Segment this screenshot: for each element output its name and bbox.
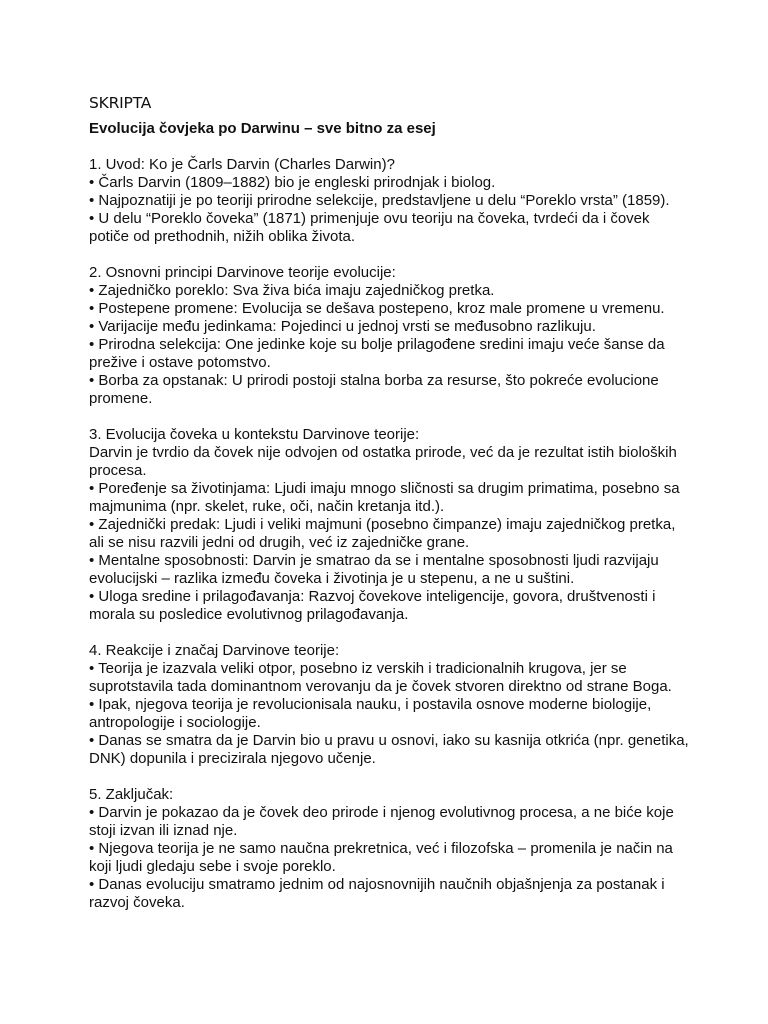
bullet-item: • Postepene promene: Evolucija se dešava postepeno, kroz male promene u vremenu.	[89, 300, 665, 317]
section-uvod	[89, 156, 689, 246]
document-title: SKRIPTA	[89, 94, 152, 112]
section-heading: 5. Zaključak:	[89, 786, 174, 803]
bullet-item: • Danas se smatra da je Darvin bio u pravu u osnovi, iako su kasnija otkrića (npr. genetika, DNK) dopunila i precizirala njegovo učenje.	[89, 732, 689, 767]
bullet-item: • Zajedničko poreklo: Sva živa bića imaju zajedničkog pretka.	[89, 282, 495, 299]
section-heading: 4. Reakcije i značaj Darvinove teorije:	[89, 642, 340, 659]
bullet-item: • Čarls Darvin (1809–1882) bio je engleski prirodnjak i biolog.	[89, 174, 496, 191]
bullet-item: • Njegova teorija je ne samo naučna prekretnica, već i filozofska – promenila je način na koji ljudi gledaju sebe i svoje poreklo.	[89, 840, 673, 875]
section-reakcije	[89, 642, 689, 768]
bullet-item: • Zajednički predak: Ljudi i veliki majmuni (posebno čimpanze) imaju zajedničkog pretka, ali se nisu razvili jedni od drugih, već iz zajedničke grane.	[89, 516, 676, 551]
bullet-item: • Teorija je izazvala veliki otpor, posebno iz verskih i tradicionalnih krugova, jer se suprotstavila tada dominantnom verovanju da je čovek stvoren direktno od strane Boga.	[89, 660, 672, 695]
bullet-item: • Varijacije među jedinkama: Pojedinci u jednoj vrsti se međusobno razlikuju.	[89, 318, 596, 335]
section-osnovni-principi	[89, 264, 689, 408]
section-heading: 3. Evolucija čoveka u kontekstu Darvinove teorije:	[89, 426, 420, 443]
section-heading: 2. Osnovni principi Darvinove teorije evolucije:	[89, 264, 396, 281]
bullet-item: • Borba za opstanak: U prirodi postoji stalna borba za resurse, što pokreće evolucione promene.	[89, 372, 659, 407]
bullet-item: • Darvin je pokazao da je čovek deo prirode i njenog evolutivnog procesa, a ne biće koje stoji izvan ili iznad nje.	[89, 804, 674, 839]
bullet-item: • Danas evoluciju smatramo jednim od najosnovnijih naučnih objašnjenja za postanak i razvoj čoveka.	[89, 876, 665, 911]
bullet-item: • Prirodna selekcija: One jedinke koje su bolje prilagođene sredini imaju veće šanse da prežive i ostave potomstvo.	[89, 336, 665, 371]
bullet-item: • Mentalne sposobnosti: Darvin je smatrao da se i mentalne sposobnosti ljudi razvijaju evolucijski – razlika između čoveka i životinja je u stepenu, a ne u suštini.	[89, 552, 659, 587]
section-intro: Darvin je tvrdio da čovek nije odvojen od ostatka prirode, već da je rezultat istih bioloških procesa.	[89, 444, 677, 479]
bullet-item: • Ipak, njegova teorija je revolucionisala nauku, i postavila osnove moderne biologije, antropologije i sociologije.	[89, 696, 652, 731]
section-heading: 1. Uvod: Ko je Čarls Darvin (Charles Darwin)?	[89, 156, 395, 173]
bullet-item: • Najpoznatiji je po teoriji prirodne selekcije, predstavljene u delu “Poreklo vrsta” (1859).	[89, 192, 670, 209]
document-subtitle: Evolucija čovjeka po Darwinu – sve bitno za esej	[89, 120, 436, 137]
bullet-item: • Poređenje sa životinjama: Ljudi imaju mnogo sličnosti sa drugim primatima, posebno sa majmunima (npr. skelet, ruke, oči, način kretanja itd.).	[89, 480, 680, 515]
section-evolucija-coveka	[89, 426, 689, 624]
document-page	[89, 93, 689, 930]
bullet-item: • Uloga sredine i prilagođavanja: Razvoj čovekove inteligencije, govora, društvenosti i morala su posledice evolutivnog prilagođavanja.	[89, 588, 656, 623]
bullet-item: • U delu “Poreklo čoveka” (1871) primenjuje ovu teoriju na čoveka, tvrdeći da i čovek potiče od prethodnih, nižih oblika života.	[89, 210, 650, 245]
section-zakljucak	[89, 786, 689, 912]
